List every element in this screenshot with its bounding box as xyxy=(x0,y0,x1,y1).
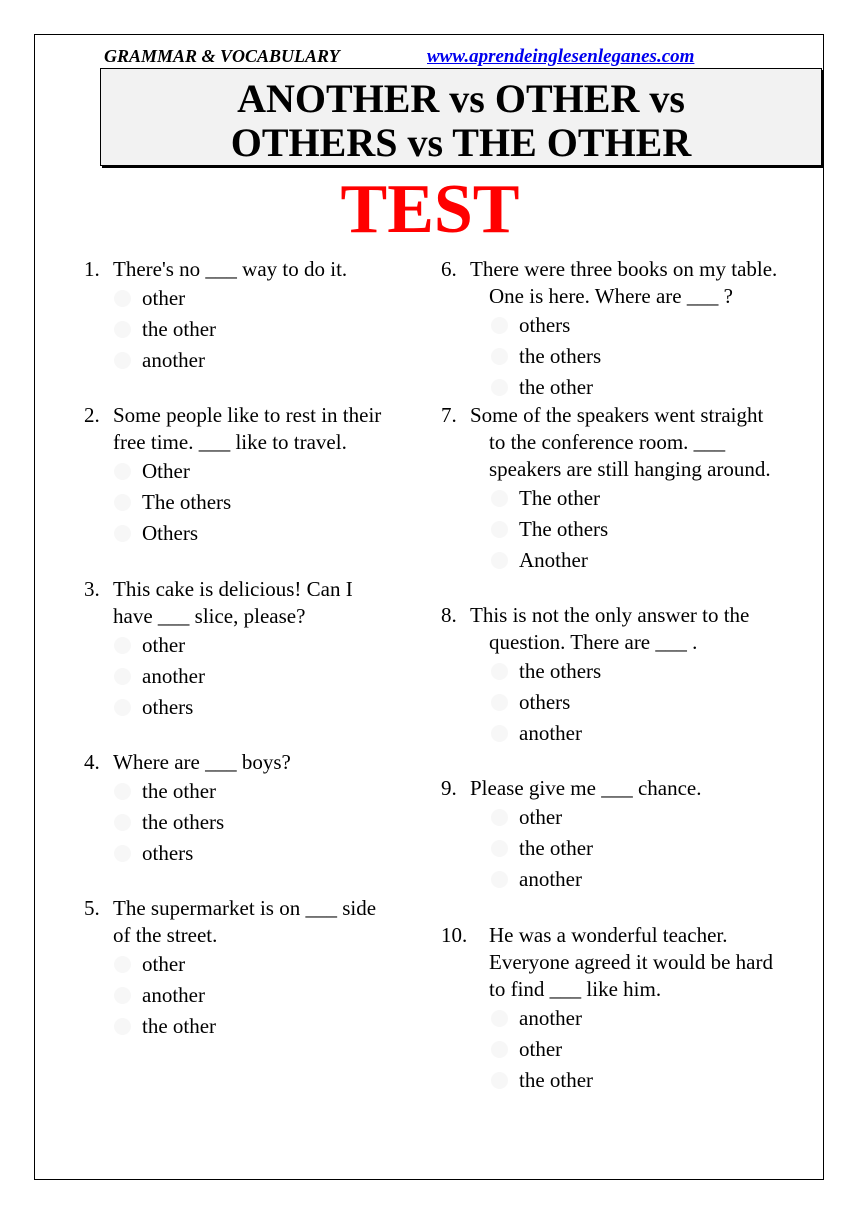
question-text: Some people like to rest in their xyxy=(113,403,382,427)
option[interactable] xyxy=(441,1003,811,1034)
question-number: 3. xyxy=(84,577,100,601)
question-number: 6. xyxy=(441,257,457,281)
option[interactable] xyxy=(84,776,424,807)
option-label: others xyxy=(519,313,571,337)
radio-button-icon[interactable] xyxy=(114,814,131,831)
radio-button-icon[interactable] xyxy=(114,352,131,369)
option-label: Others xyxy=(142,521,198,545)
question-text: This is not the only answer to the xyxy=(470,603,750,627)
radio-button-icon[interactable] xyxy=(114,956,131,973)
option[interactable] xyxy=(441,718,811,749)
option-label: other xyxy=(519,1037,563,1061)
question-10 xyxy=(441,922,811,1096)
option[interactable] xyxy=(84,692,424,723)
question-text: to find ___ like him. xyxy=(489,977,662,1001)
option[interactable] xyxy=(84,283,424,314)
option-label: other xyxy=(142,286,186,310)
question-text: free time. ___ like to travel. xyxy=(113,430,347,454)
option-label: others xyxy=(519,690,571,714)
radio-button-icon[interactable] xyxy=(491,1072,508,1089)
question-text: One is here. Where are ___ ? xyxy=(489,284,733,308)
option[interactable] xyxy=(441,545,811,576)
option-label: the others xyxy=(519,659,602,683)
question-4 xyxy=(84,749,424,869)
header-line xyxy=(104,46,764,70)
question-text: have ___ slice, please? xyxy=(113,604,306,628)
option-label: the other xyxy=(142,1014,217,1038)
radio-button-icon[interactable] xyxy=(491,1041,508,1058)
radio-button-icon[interactable] xyxy=(114,463,131,480)
option-label: another xyxy=(519,721,582,745)
radio-button-icon[interactable] xyxy=(491,348,508,365)
question-text: speakers are still hanging around. xyxy=(489,457,771,481)
option-label: the other xyxy=(519,375,594,399)
question-7 xyxy=(441,402,811,576)
radio-button-icon[interactable] xyxy=(114,699,131,716)
question-text: Where are ___ boys? xyxy=(113,750,291,774)
radio-button-icon[interactable] xyxy=(491,552,508,569)
option-label: other xyxy=(142,952,186,976)
subject-label: GRAMMAR & VOCABULARY xyxy=(104,46,340,66)
option-label: The others xyxy=(142,490,232,514)
option[interactable] xyxy=(441,687,811,718)
radio-button-icon[interactable] xyxy=(491,1010,508,1027)
radio-button-icon[interactable] xyxy=(491,317,508,334)
option-label: the other xyxy=(519,1068,594,1092)
radio-button-icon[interactable] xyxy=(114,668,131,685)
test-title: TEST xyxy=(340,171,520,248)
option-label: the other xyxy=(519,836,594,860)
option-label: another xyxy=(142,983,205,1007)
radio-button-icon[interactable] xyxy=(114,494,131,511)
option[interactable] xyxy=(441,833,811,864)
option[interactable] xyxy=(84,980,424,1011)
option-label: other xyxy=(519,805,563,829)
option[interactable] xyxy=(441,1034,811,1065)
option-label: Another xyxy=(519,548,588,572)
title-line-2: OTHERS vs THE OTHER xyxy=(230,120,692,165)
title-box xyxy=(100,68,822,166)
radio-button-icon[interactable] xyxy=(491,809,508,826)
option[interactable] xyxy=(84,345,424,376)
option[interactable] xyxy=(441,341,811,372)
option-label: other xyxy=(142,633,186,657)
option-label: another xyxy=(142,348,205,372)
option-label: others xyxy=(142,695,194,719)
question-number: 5. xyxy=(84,896,100,920)
option-label: another xyxy=(519,867,582,891)
question-text: Everyone agreed it would be hard xyxy=(489,950,773,974)
question-text: Some of the speakers went straight xyxy=(470,403,764,427)
question-number: 1. xyxy=(84,257,100,281)
question-text: to the conference room. ___ xyxy=(489,430,726,454)
question-5 xyxy=(84,895,424,1042)
radio-button-icon[interactable] xyxy=(114,525,131,542)
radio-button-icon[interactable] xyxy=(491,490,508,507)
radio-button-icon[interactable] xyxy=(114,637,131,654)
option[interactable] xyxy=(441,864,811,895)
radio-button-icon[interactable] xyxy=(114,290,131,307)
radio-button-icon[interactable] xyxy=(114,321,131,338)
option[interactable] xyxy=(441,483,811,514)
option-label: The others xyxy=(519,517,609,541)
option[interactable] xyxy=(441,372,811,403)
radio-button-icon[interactable] xyxy=(491,871,508,888)
option[interactable] xyxy=(84,807,424,838)
option[interactable] xyxy=(84,518,424,549)
option[interactable] xyxy=(84,487,424,518)
option[interactable] xyxy=(84,1011,424,1042)
question-number: 10. xyxy=(441,923,468,947)
option[interactable] xyxy=(441,1065,811,1096)
option[interactable] xyxy=(84,456,424,487)
option-label: the others xyxy=(519,344,602,368)
question-text: The supermarket is on ___ side xyxy=(113,896,377,920)
radio-button-icon[interactable] xyxy=(491,725,508,742)
option-label: the other xyxy=(142,317,217,341)
question-text: of the street. xyxy=(113,923,218,947)
question-3 xyxy=(84,576,424,723)
question-number: 7. xyxy=(441,403,457,427)
question-text: He was a wonderful teacher. xyxy=(489,923,728,947)
option-label: the other xyxy=(142,779,217,803)
question-text: This cake is delicious! Can I xyxy=(113,577,353,601)
option[interactable] xyxy=(84,838,424,869)
option-label: Other xyxy=(142,459,190,483)
question-text: question. There are ___ . xyxy=(489,630,698,654)
radio-button-icon[interactable] xyxy=(491,663,508,680)
question-number: 4. xyxy=(84,750,100,774)
option[interactable] xyxy=(84,661,424,692)
option-label: another xyxy=(519,1006,582,1030)
radio-button-icon[interactable] xyxy=(114,783,131,800)
website-link[interactable]: www.aprendeinglesenleganes.com xyxy=(427,46,695,67)
title-line-1: ANOTHER vs OTHER vs xyxy=(237,76,685,121)
option[interactable] xyxy=(84,949,424,980)
radio-button-icon[interactable] xyxy=(491,521,508,538)
question-number: 8. xyxy=(441,603,457,627)
option[interactable] xyxy=(441,802,811,833)
radio-button-icon[interactable] xyxy=(114,987,131,1004)
option[interactable] xyxy=(441,514,811,545)
question-text: Please give me ___ chance. xyxy=(470,776,702,800)
question-2 xyxy=(84,402,424,549)
question-6 xyxy=(441,256,811,403)
question-1 xyxy=(84,256,424,376)
radio-button-icon[interactable] xyxy=(491,379,508,396)
question-text: There were three books on my table. xyxy=(470,257,778,281)
option[interactable] xyxy=(441,656,811,687)
question-text: There's no ___ way to do it. xyxy=(113,257,348,281)
radio-button-icon[interactable] xyxy=(114,845,131,862)
question-number: 2. xyxy=(84,403,100,427)
radio-button-icon[interactable] xyxy=(114,1018,131,1035)
option[interactable] xyxy=(84,314,424,345)
question-number: 9. xyxy=(441,776,457,800)
option[interactable] xyxy=(84,630,424,661)
option-label: the others xyxy=(142,810,225,834)
radio-button-icon[interactable] xyxy=(491,840,508,857)
option-label: The other xyxy=(519,486,601,510)
option[interactable] xyxy=(441,310,811,341)
question-8 xyxy=(441,602,811,749)
radio-button-icon[interactable] xyxy=(491,694,508,711)
option-label: others xyxy=(142,841,194,865)
option-label: another xyxy=(142,664,205,688)
question-9 xyxy=(441,775,811,895)
